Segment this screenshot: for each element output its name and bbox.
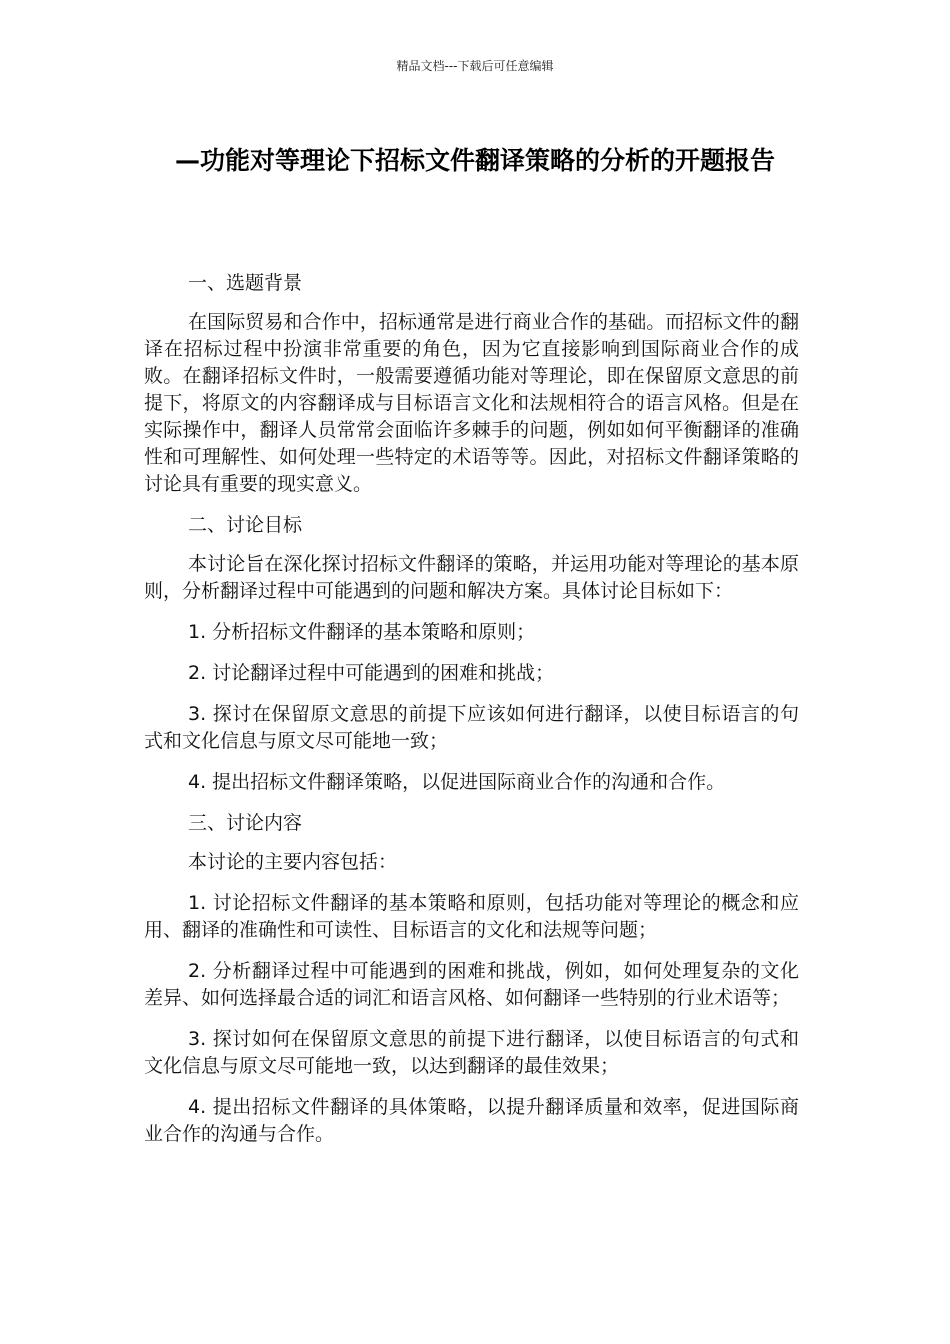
document-body (144, 270, 799, 1162)
section-heading-background: 一、选题背景 (188, 272, 303, 294)
header-note: 精品文档---下载后可任意编辑 (396, 59, 554, 73)
content-item: 1. 讨论招标文件翻译的基本策略和原则，包括功能对等理论的概念和应用、翻译的准确性和可读性、目标语言的文化和法规等问题； (144, 892, 799, 941)
goals-intro: 本讨论旨在深化探讨招标文件翻译的策略，并运用功能对等理论的基本原则，分析翻译过程中可能遇到的问题和解决方案。具体讨论目标如下： (144, 553, 799, 602)
goal-item: 1. 分析招标文件翻译的基本策略和原则； (188, 621, 536, 643)
goal-item: 2. 讨论翻译过程中可能遇到的困难和挑战； (188, 662, 555, 684)
document-title: —功能对等理论下招标文件翻译策略的分析的开题报告 (174, 146, 775, 175)
goal-item: 4. 提出招标文件翻译策略，以促进国际商业合作的沟通和合作。 (188, 771, 726, 793)
content-intro: 本讨论的主要内容包括： (188, 851, 398, 873)
section-heading-content: 三、讨论内容 (188, 812, 303, 834)
content-item: 3. 探讨如何在保留原文意思的前提下进行翻译，以使目标语言的句式和文化信息与原文尽可能地一致，以达到翻译的最佳效果； (144, 1028, 799, 1077)
section-heading-goals: 二、讨论目标 (188, 514, 303, 536)
content-item: 2. 分析翻译过程中可能遇到的困难和挑战，例如，如何处理复杂的文化差异、如何选择最合适的词汇和语言风格、如何翻译一些特别的行业术语等； (144, 960, 799, 1009)
content-item: 4. 提出招标文件翻译的具体策略，以提升翻译质量和效率，促进国际商业合作的沟通与合作。 (144, 1096, 799, 1145)
goal-item: 3. 探讨在保留原文意思的前提下应该如何进行翻译，以使目标语言的句式和文化信息与原文尽可能地一致； (144, 703, 799, 752)
background-paragraph: 在国际贸易和合作中，招标通常是进行商业合作的基础。而招标文件的翻译在招标过程中扮演非常重要的角色，因为它直接影响到国际商业合作的成败。在翻译招标文件时，一般需要遵循功能对等理论，即在保留原文意思的前提下，将原文的内容翻译成与目标语言文化和法规相符合的语言风格。但是在实际操作中，翻译人员常常会面临许多棘手的问题，例如如何平衡翻译的准确性和可理解性、如何处理一些特定的术语等等。因此，对招标文件翻译策略的讨论具有重要的现实意义。 (144, 311, 799, 495)
